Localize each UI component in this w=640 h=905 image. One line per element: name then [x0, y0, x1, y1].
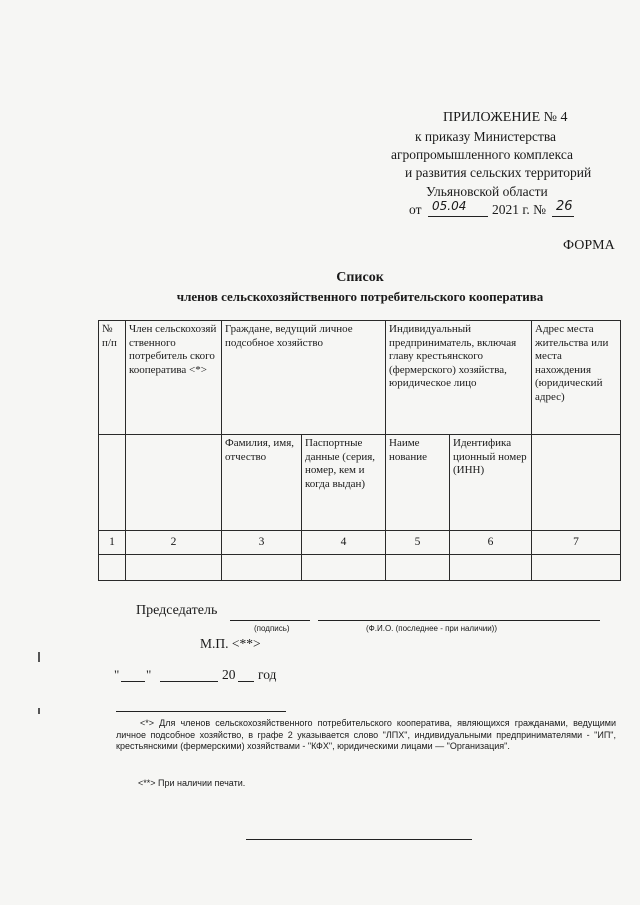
signature-line[interactable]: [230, 620, 310, 621]
subcol-passport: Паспортные данные (серия, номер, кем и когда выдан): [302, 435, 386, 531]
column-number: 3: [222, 531, 302, 555]
year-suffix: год: [258, 667, 277, 682]
date-handwritten: 05.04: [432, 199, 467, 213]
col-number-header: № п/п: [99, 321, 126, 435]
date-prefix: от: [409, 202, 422, 217]
col-member-header: Член сельскохозяй ственного потребитель ского кооператива <*>: [126, 321, 222, 435]
header-line-1: к приказу Министерства: [415, 129, 557, 144]
day-line[interactable]: [121, 681, 145, 682]
subcol-fio: Фамилия, имя, отчество: [222, 435, 302, 531]
chairman-label: Председатель: [136, 603, 218, 618]
column-number: 6: [450, 531, 532, 555]
members-table: [98, 320, 621, 581]
column-number: 1: [99, 531, 126, 555]
empty-cell[interactable]: [450, 555, 532, 581]
col-address-header: Адрес места жительства или места нахождения (юридический адрес): [532, 321, 621, 435]
date-quote-open: ": [114, 667, 120, 682]
footnote-2: <**> При наличии печати.: [138, 778, 246, 788]
empty-cell[interactable]: [126, 555, 222, 581]
column-number: 2: [126, 531, 222, 555]
date-year-number: 2021 г. №: [492, 202, 547, 217]
footnote-divider: [116, 711, 286, 712]
form-label: ФОРМА: [563, 238, 615, 253]
column-number: 7: [532, 531, 621, 555]
empty-cell[interactable]: [532, 555, 621, 581]
stamp-label: М.П. <**>: [200, 636, 261, 651]
number-handwritten: 26: [556, 199, 573, 214]
scan-mark: [38, 708, 40, 714]
appendix-title: ПРИЛОЖЕНИЕ № 4: [443, 110, 568, 125]
empty-cell[interactable]: [222, 555, 302, 581]
empty-cell[interactable]: [302, 555, 386, 581]
column-number: 5: [386, 531, 450, 555]
header-line-2: агропромышленного комплекса: [391, 147, 573, 162]
bottom-rule: [246, 839, 472, 840]
empty-cell[interactable]: [386, 555, 450, 581]
header-line-3: и развития сельских территорий: [405, 165, 592, 180]
header-line-4: Ульяновской области: [426, 184, 548, 199]
fio-line[interactable]: [318, 620, 600, 621]
empty-cell[interactable]: [99, 555, 126, 581]
subcol-name: Наиме нование: [386, 435, 450, 531]
document-subtitle: членов сельскохозяйственного потребительского кооператива: [176, 289, 544, 304]
caption-fio: (Ф.И.О. (последнее - при наличии)): [366, 624, 497, 633]
col-entrepreneur-header: Индивидуальный предприниматель, включая главу крестьянского (фермерского) хозяйства, юридическое лицо: [386, 321, 532, 435]
date-quote-close: ": [146, 667, 152, 682]
caption-signature: (подпись): [254, 624, 290, 633]
year-prefix: 20: [222, 667, 236, 682]
scan-mark: [38, 652, 40, 662]
month-line[interactable]: [160, 681, 218, 682]
footnote-1: <*> Для членов сельскохозяйственного потребительского кооператива, являющихся гражданами, ведущими личное подсобное хозяйство, в графе 2 указывается слово "ЛПХ", индивидуальными предпринимателями - "ИП", крестьянскими (фермерскими) хозяйствами - "КФХ", юридическими лицами — "Организация".: [116, 718, 616, 751]
col-citizens-header: Граждане, ведущий личное подсобное хозяйство: [222, 321, 386, 435]
subcol-inn: Идентифика ционный номер (ИНН): [450, 435, 532, 531]
column-number: 4: [302, 531, 386, 555]
year-line[interactable]: [238, 681, 254, 682]
document-title: Список: [336, 270, 384, 285]
